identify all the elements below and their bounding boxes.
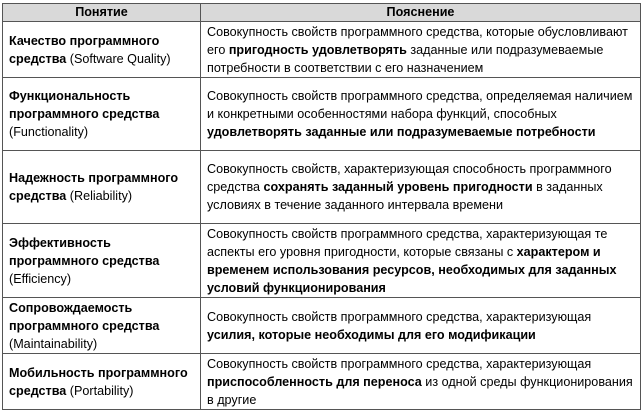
explanation-text: Совокупность свойств программного средства, определяемая наличием и конкретными особенностями набора функций, способных — [207, 89, 633, 121]
table-row — [3, 298, 641, 354]
table-row — [3, 224, 641, 298]
explanation-emphasis: приспособленность для переноса — [207, 374, 422, 389]
explanation-emphasis: удовлетворять заданные или подразумеваемые потребности — [207, 125, 596, 139]
explanation-emphasis: сохранять заданный уровень пригодности — [263, 180, 533, 194]
term-name: Мобильность программного средства — [9, 365, 188, 398]
term-english: (Portability) — [69, 383, 134, 398]
explanation-text: в заданных условиях в течение заданного интервала времени — [207, 180, 603, 212]
term-english: (Software Quality) — [69, 51, 171, 66]
explanation-text: Совокупность свойств программного средства, характеризующая — [207, 309, 592, 324]
term-cell — [3, 151, 201, 224]
term-name: Функциональность программного средства — [9, 89, 160, 121]
explanation-cell — [201, 298, 641, 354]
explanation-cell — [201, 354, 641, 410]
term-name: Сопровождаемость программного средства — [9, 300, 160, 333]
term-cell — [3, 78, 201, 151]
table-row — [3, 78, 641, 151]
header-explanation: Пояснение — [201, 4, 641, 22]
term-english: (Functionality) — [9, 125, 89, 139]
table-row — [3, 354, 641, 410]
explanation-text: Совокупность свойств программного средства, которые обусловливают его — [207, 24, 628, 57]
explanation-text: Совокупность свойств, характеризующая способность программного средства — [207, 162, 612, 194]
explanation-text: из одной среды функционирования в другие — [207, 374, 633, 407]
explanation-cell — [201, 78, 641, 151]
table-row — [3, 22, 641, 78]
term-cell — [3, 22, 201, 78]
explanation-cell — [201, 151, 641, 224]
term-cell — [3, 298, 201, 354]
term-english: (Maintainability) — [9, 336, 98, 351]
table-row — [3, 151, 641, 224]
explanation-emphasis: усилия, которые необходимы для его модификации — [207, 327, 536, 342]
term-english: (Reliability) — [69, 189, 133, 203]
explanation-text: заданные или подразумеваемые потребности в соответствии с его назначением — [207, 42, 604, 75]
term-name: Эффективность программного средства — [9, 235, 160, 268]
explanation-cell — [201, 224, 641, 298]
explanation-cell — [201, 22, 641, 78]
explanation-text: Совокупность свойств программного средства, характеризующая — [207, 356, 592, 371]
header-term: Понятие — [3, 4, 201, 22]
header-row — [3, 4, 641, 22]
explanation-text: Совокупность свойств программного средства, характеризующая те аспекты его уровня пригодности, которые связаны с — [207, 226, 608, 259]
term-cell — [3, 354, 201, 410]
term-name: Надежность программного средства — [9, 171, 179, 203]
terms-table — [2, 3, 641, 410]
explanation-emphasis: характером и временем использования ресурсов, необходимых для заданных условий функционирования — [207, 244, 617, 295]
term-cell — [3, 224, 201, 298]
term-english: (Efficiency) — [9, 271, 72, 286]
term-name: Качество программного средства — [9, 33, 160, 66]
explanation-emphasis: пригодность удовлетворять — [228, 42, 407, 57]
